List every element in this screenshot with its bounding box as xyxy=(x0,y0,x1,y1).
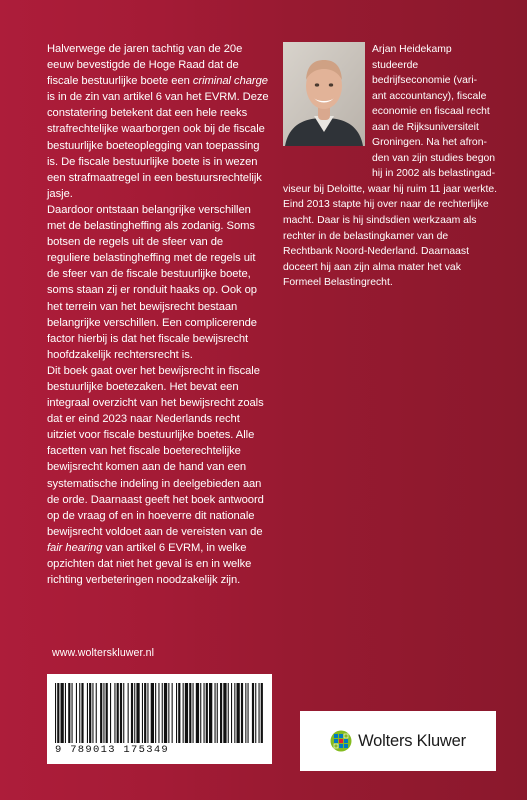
barcode-bar xyxy=(255,683,256,743)
bio-line: ant accountancy), fiscale xyxy=(372,90,487,102)
publisher-logo xyxy=(300,711,496,771)
barcode-bar xyxy=(164,683,167,743)
barcode-bar xyxy=(76,683,77,743)
isbn-barcode xyxy=(47,674,272,764)
barcode-bar xyxy=(87,683,88,743)
barcode-bar xyxy=(259,683,260,743)
barcode-bar xyxy=(215,683,216,743)
barcode-bar xyxy=(136,683,139,743)
barcode-bar xyxy=(248,683,249,743)
bio-rest: viseur bij Deloitte, waar hij ruim 11 jaar werkte. Eind 2013 stapte hij over naar de rechterlijke macht. Daar is hij sindsdien werkzaam als rechter in de belastingkamer van de Rechtbank Noord-Nederland. Daarnaast doceert hij aan zijn alma mater het vak Formeel Belastingrecht. xyxy=(283,183,498,289)
barcode-bar xyxy=(65,683,66,743)
barcode-bar xyxy=(176,683,177,743)
barcode-icon xyxy=(55,683,264,743)
barcode-bar xyxy=(189,683,191,743)
barcode-bar xyxy=(96,683,97,743)
barcode-bar xyxy=(117,683,119,743)
barcode-bar xyxy=(228,683,229,743)
barcode-bar xyxy=(200,683,201,743)
barcode-bar xyxy=(120,683,122,743)
barcode-bar xyxy=(168,683,169,743)
barcode-bar xyxy=(220,683,222,743)
barcode-bar xyxy=(151,683,154,743)
barcode-bar xyxy=(209,683,212,743)
barcode-bar xyxy=(241,683,243,743)
barcode-bar xyxy=(162,683,163,743)
bio-line: aan de Rijksuniversiteit xyxy=(372,121,479,133)
barcode-bar xyxy=(158,683,159,743)
barcode-bar xyxy=(217,683,218,743)
barcode-bar xyxy=(245,683,246,743)
website-link[interactable]: www.wolterskluwer.nl xyxy=(52,647,155,659)
barcode-bar xyxy=(131,683,133,743)
barcode-bar xyxy=(72,683,73,743)
barcode-bar xyxy=(155,683,156,743)
bio-line: hij in 2002 als belastingad- xyxy=(372,168,496,180)
bio-line: economie en fiscaal recht xyxy=(372,106,490,118)
barcode-bar xyxy=(193,683,194,743)
barcode-bar xyxy=(234,683,235,743)
barcode-bar xyxy=(142,683,143,743)
barcode-bar xyxy=(79,683,80,743)
barcode-bar xyxy=(172,683,173,743)
barcode-bar xyxy=(68,683,70,743)
barcode-bar xyxy=(110,683,111,743)
wolters-kluwer-mark-icon xyxy=(330,730,352,752)
description-paragraph-3: Dit boek gaat over het bewijsrecht in fiscale bestuurlijke boetezaken. Het bevat een integraal overzicht van het bewijsrecht zoals dat er eind 2023 naar Nederlands recht uitziet voor fiscale bestuurlijke boetes. Alle facetten van het fiscale boeterechtelijke bewijsrecht komen aan de hand van een systematische indeling in deelgebieden aan de orde. Daarnaast geeft het boek antwoord op de vraag of en in hoeverre dit nationale bewijsrecht voldoet aan de vereisten van de fair hearing van artikel 6 EVRM, in welke opzichten dat niet het geval is en in welke richting verbeteringen noodzakelijk zijn. xyxy=(47,364,264,587)
description-paragraph-1: Halverwege de jaren tachtig van de 20e eeuw bevestigde de Hoge Raad dat de fiscale bestuurlijke boete een criminal charge is in de zin van artikel 6 van het EVRM. Deze constatering betekent dat een hele reeks strafrechtelijke waarborgen ook bij de fiscale bestuurlijke boeteoplegging van toepassing is. De fiscale bestuurlijke boete is in wezen een strafmaatregel in een bestuursrechtelijk jasje. xyxy=(47,43,269,200)
bio-line: den van zijn studies begon xyxy=(372,152,496,164)
barcode-bar xyxy=(103,683,104,743)
author-photo xyxy=(283,42,365,146)
barcode-bar xyxy=(57,683,59,743)
barcode-bar xyxy=(61,683,64,743)
book-description xyxy=(47,41,269,588)
barcode-bar xyxy=(144,683,146,743)
barcode-bar xyxy=(55,683,56,743)
barcode-bar xyxy=(223,683,226,743)
barcode-bar xyxy=(128,683,129,743)
author-portrait-icon xyxy=(283,42,365,146)
barcode-bar xyxy=(204,683,205,743)
bio-line: Groningen. Na het afron- xyxy=(372,137,487,149)
barcode-bar xyxy=(106,683,108,743)
barcode-bar xyxy=(134,683,135,743)
barcode-bar xyxy=(147,683,148,743)
description-paragraph-2: Daardoor ontstaan belangrijke verschillen met de belastingheffing als zodanig. Soms botsen de regels uit de sfeer van de reguliere belastingheffing met de regels uit de sfeer van de fiscale bestuurlijke boete, soms staan zij er ronduit haaks op. Ook op het terrein van het bewijsrecht bestaan belangrijke verschillen. Een complicerende factor hierbij is dat het fiscale bewijsrecht hoofdzakelijk rechtersrecht is. xyxy=(47,203,257,361)
barcode-bar xyxy=(252,683,254,743)
barcode-bar xyxy=(206,683,208,743)
barcode-bar xyxy=(114,683,115,743)
barcode-bar xyxy=(89,683,91,743)
barcode-bar xyxy=(237,683,240,743)
barcode-bar xyxy=(196,683,199,743)
barcode-bar xyxy=(185,683,188,743)
barcode-bar xyxy=(81,683,83,743)
barcode-bar xyxy=(100,683,102,743)
barcode-bar xyxy=(178,683,180,743)
barcode-bar xyxy=(231,683,232,743)
barcode-bar xyxy=(183,683,184,743)
barcode-bar xyxy=(92,683,93,743)
barcode-bar xyxy=(123,683,124,743)
bio-line: Arjan Heidekamp studeerde bedrijfseconomie (vari- xyxy=(372,44,478,87)
barcode-bar xyxy=(261,683,263,743)
publisher-name: Wolters Kluwer xyxy=(358,731,466,750)
isbn-digits: 9 789013 175349 xyxy=(55,744,170,756)
